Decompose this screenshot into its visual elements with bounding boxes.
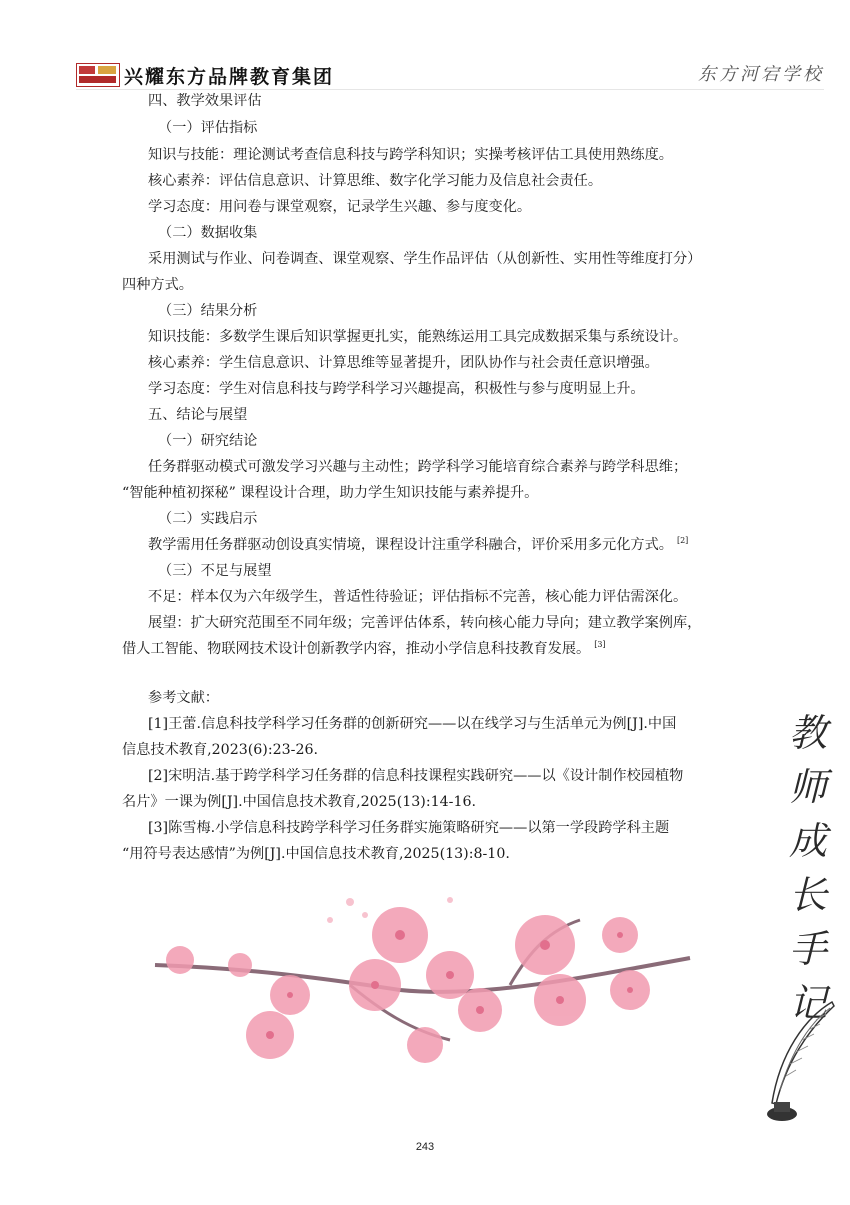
paragraph-line: 核心素养：学生信息意识、计算思维等显著提升，团队协作与社会责任意识增强。 xyxy=(148,355,659,371)
paragraph-line: 四种方式。 xyxy=(122,277,193,293)
paragraph-line: “智能种植初探秘” 课程设计合理，助力学生知识技能与素养提升。 xyxy=(122,485,539,501)
group-logo-icon xyxy=(76,63,120,87)
subsection-heading: （一）研究结论 xyxy=(158,433,258,449)
cherry-blossom-branch-icon xyxy=(150,890,710,1105)
paragraph-line: 借人工智能、物联网技术设计创新教学内容，推动小学信息科技教育发展。 [3] xyxy=(122,640,606,657)
paragraph-line: 不足：样本仅为六年级学生，普适性待验证；评估指标不完善，核心能力评估需深化。 xyxy=(148,589,688,605)
reference-line: 信息技术教育,2023(6):23-26. xyxy=(122,742,319,758)
section-heading: 四、教学效果评估 xyxy=(148,93,262,109)
school-name: 东方河宕学校 xyxy=(698,64,824,85)
subsection-heading: （二）实践启示 xyxy=(158,511,258,527)
subsection-heading: （三）不足与展望 xyxy=(158,563,272,579)
side-title-char: 成 xyxy=(788,819,827,863)
org-name: 兴耀东方品牌教育集团 xyxy=(124,66,335,88)
side-title-char: 手 xyxy=(788,927,827,971)
section-heading: 五、结论与展望 xyxy=(148,407,248,423)
page-number: 243 xyxy=(415,1141,435,1153)
reference-line: [2]宋明洁.基于跨学科学习任务群的信息科技课程实践研究——以《设计制作校园植物 xyxy=(148,768,684,784)
references-heading: 参考文献： xyxy=(148,690,219,706)
side-title-char: 长 xyxy=(788,873,827,917)
paragraph-line: 任务群驱动模式可激发学习兴趣与主动性；跨学科学习能培育综合素养与跨学科思维； xyxy=(148,459,688,475)
side-title-char: 记 xyxy=(788,981,827,1025)
paragraph-line: 展望：扩大研究范围至不同年级；完善评估体系，转向核心能力导向；建立教学案例库， xyxy=(148,615,702,631)
side-title-char: 教 xyxy=(788,711,827,755)
page-header xyxy=(0,0,850,95)
subsection-heading: （三）结果分析 xyxy=(158,303,258,319)
paragraph-line: 学习态度：学生对信息科技与跨学科学习兴趣提高，积极性与参与度明显上升。 xyxy=(148,381,645,397)
paragraph-line: 知识技能：多数学生课后知识掌握更扎实，能熟练运用工具完成数据采集与系统设计。 xyxy=(148,329,688,345)
subsection-heading: （二）数据收集 xyxy=(158,225,258,241)
paragraph-line: 学习态度：用问卷与课堂观察，记录学生兴趣、参与度变化。 xyxy=(148,199,532,215)
reference-line: 名片》一课为例[J].中国信息技术教育,2025(13):14-16. xyxy=(122,794,477,810)
side-title-char: 师 xyxy=(788,765,827,809)
side-title xyxy=(778,706,838,1030)
reference-line: “用符号表达感情”为例[J].中国信息技术教育,2025(13):8-10. xyxy=(122,846,510,862)
paragraph-line: 教学需用任务群驱动创设真实情境，课程设计注重学科融合，评价采用多元化方式。 [2] xyxy=(148,536,689,553)
paragraph-line: 采用测试与作业、问卷调查、课堂观察、学生作品评估（从创新性、实用性等维度打分） xyxy=(148,251,702,267)
reference-line: [1]王蕾.信息科技学科学习任务群的创新研究——以在线学习与生活单元为例[J].中国 xyxy=(148,716,677,732)
reference-line: [3]陈雪梅.小学信息科技跨学科学习任务群实施策略研究——以第一学段跨学科主题 xyxy=(148,820,670,836)
quill-pen-icon xyxy=(760,998,840,1123)
citation-marker: [2] xyxy=(676,536,689,546)
citation-marker: [3] xyxy=(594,640,606,650)
subsection-heading: （一）评估指标 xyxy=(158,120,258,136)
paragraph-line: 知识与技能：理论测试考查信息科技与跨学科知识；实操考核评估工具使用熟练度。 xyxy=(148,147,673,163)
paragraph-line: 核心素养：评估信息意识、计算思维、数字化学习能力及信息社会责任。 xyxy=(148,173,603,189)
